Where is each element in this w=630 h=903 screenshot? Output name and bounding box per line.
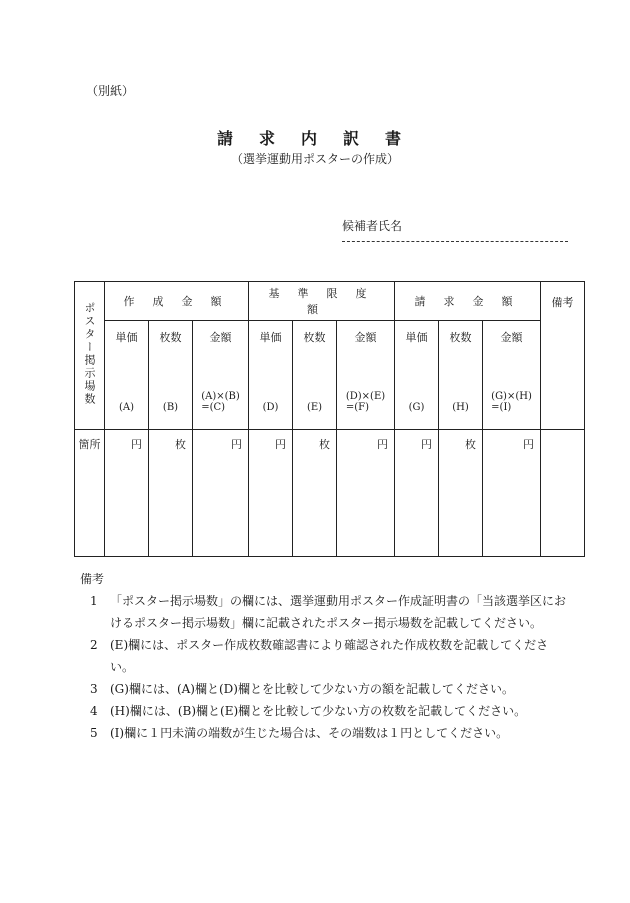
remarks-header: 備考 (541, 282, 585, 430)
sub-header-label: 単価 (405, 331, 428, 344)
note-item (90, 722, 570, 744)
note-item (90, 678, 570, 700)
amount-input-cell[interactable]: 円 (193, 430, 249, 557)
candidate-name-field[interactable] (342, 241, 568, 242)
page-subtitle: （選挙運動用ポスターの作成） (230, 152, 399, 166)
candidate-name-label: 候補者氏名 (342, 219, 403, 233)
sub-header-code: (H) (452, 402, 469, 413)
note-number: 5 (90, 726, 98, 740)
sub-header-code: (D) (262, 402, 279, 413)
note-number: 3 (90, 682, 98, 696)
sub-header-code: (B) (162, 402, 179, 413)
poster-sites-label: ポスター掲示場数 (83, 302, 96, 406)
note-text: (G)欄には、(A)欄と(D)欄とを比較して少ない方の額を記載してください。 (110, 682, 514, 696)
sub-header-label: 単価 (115, 331, 138, 344)
amount-input-cell[interactable]: 円 (395, 430, 439, 557)
sub-header-code: (D)×(E) =(F) (345, 391, 386, 413)
sub-header-cell (293, 321, 337, 430)
claim-amount-header: 請求金額 (395, 282, 541, 321)
notes-list (90, 590, 570, 744)
sub-header-code: (A)×(B) =(C) (201, 391, 240, 413)
sub-header-cell (337, 321, 395, 430)
amount-input-cell[interactable]: 円 (483, 430, 541, 557)
sub-header-cell (105, 321, 149, 430)
production-amount-header: 作成金額 (105, 282, 249, 321)
amount-input-cell[interactable]: 枚 (293, 430, 337, 557)
note-text: (E)欄には、ポスター作成枚数確認書により確認された作成枚数を記載してください。 (110, 638, 549, 674)
note-text: (I)欄に１円未満の端数が生じた場合は、その端数は１円としてください。 (110, 726, 509, 740)
note-text: 「ポスター掲示場数」の欄には、選挙運動用ポスター作成証明書の「当該選挙区におけるポスター掲示場数」欄に記載されたポスター掲示場数を記載してください。 (110, 594, 567, 630)
amount-input-cell[interactable]: 枚 (439, 430, 483, 557)
sub-header-label: 枚数 (159, 331, 182, 344)
note-number: 4 (90, 704, 98, 718)
note-item (90, 634, 570, 678)
amount-input-cell[interactable]: 円 (337, 430, 395, 557)
amount-input-cell[interactable]: 円 (105, 430, 149, 557)
sub-header-code: (A) (118, 402, 135, 413)
attachment-label: （別紙） (86, 84, 135, 98)
standard-limit-header: 基準限度額 (249, 282, 395, 321)
note-number: 2 (90, 638, 98, 652)
sub-header-code: (G)×(H) =(I) (491, 391, 532, 413)
sub-header-cell (149, 321, 193, 430)
page-title: 請求内訳書 (216, 129, 427, 148)
sub-header-code: (G) (408, 402, 425, 413)
sub-header-code: (E) (306, 402, 323, 413)
poster-sites-header (75, 282, 105, 430)
sub-header-label: 金額 (500, 331, 523, 344)
sub-header-cell (249, 321, 293, 430)
sub-header-label: 金額 (354, 331, 377, 344)
sub-header-cell (193, 321, 249, 430)
sub-header-cell (439, 321, 483, 430)
notes-title: 備考 (80, 572, 105, 586)
amount-input-cell[interactable]: 円 (249, 430, 293, 557)
sub-header-label: 枚数 (303, 331, 326, 344)
count-unit-cell[interactable]: 箇所 (75, 430, 105, 557)
remarks-input-cell[interactable] (541, 430, 585, 557)
sub-header-label: 金額 (209, 331, 232, 344)
note-text: (H)欄には、(B)欄と(E)欄とを比較して少ない方の枚数を記載してください。 (110, 704, 527, 718)
amount-input-cell[interactable]: 枚 (149, 430, 193, 557)
breakdown-table (74, 281, 585, 557)
note-number: 1 (90, 594, 98, 608)
sub-header-cell (483, 321, 541, 430)
note-item (90, 590, 570, 634)
sub-header-cell (395, 321, 439, 430)
sub-header-label: 単価 (259, 331, 282, 344)
note-item (90, 700, 570, 722)
sub-header-label: 枚数 (449, 331, 472, 344)
